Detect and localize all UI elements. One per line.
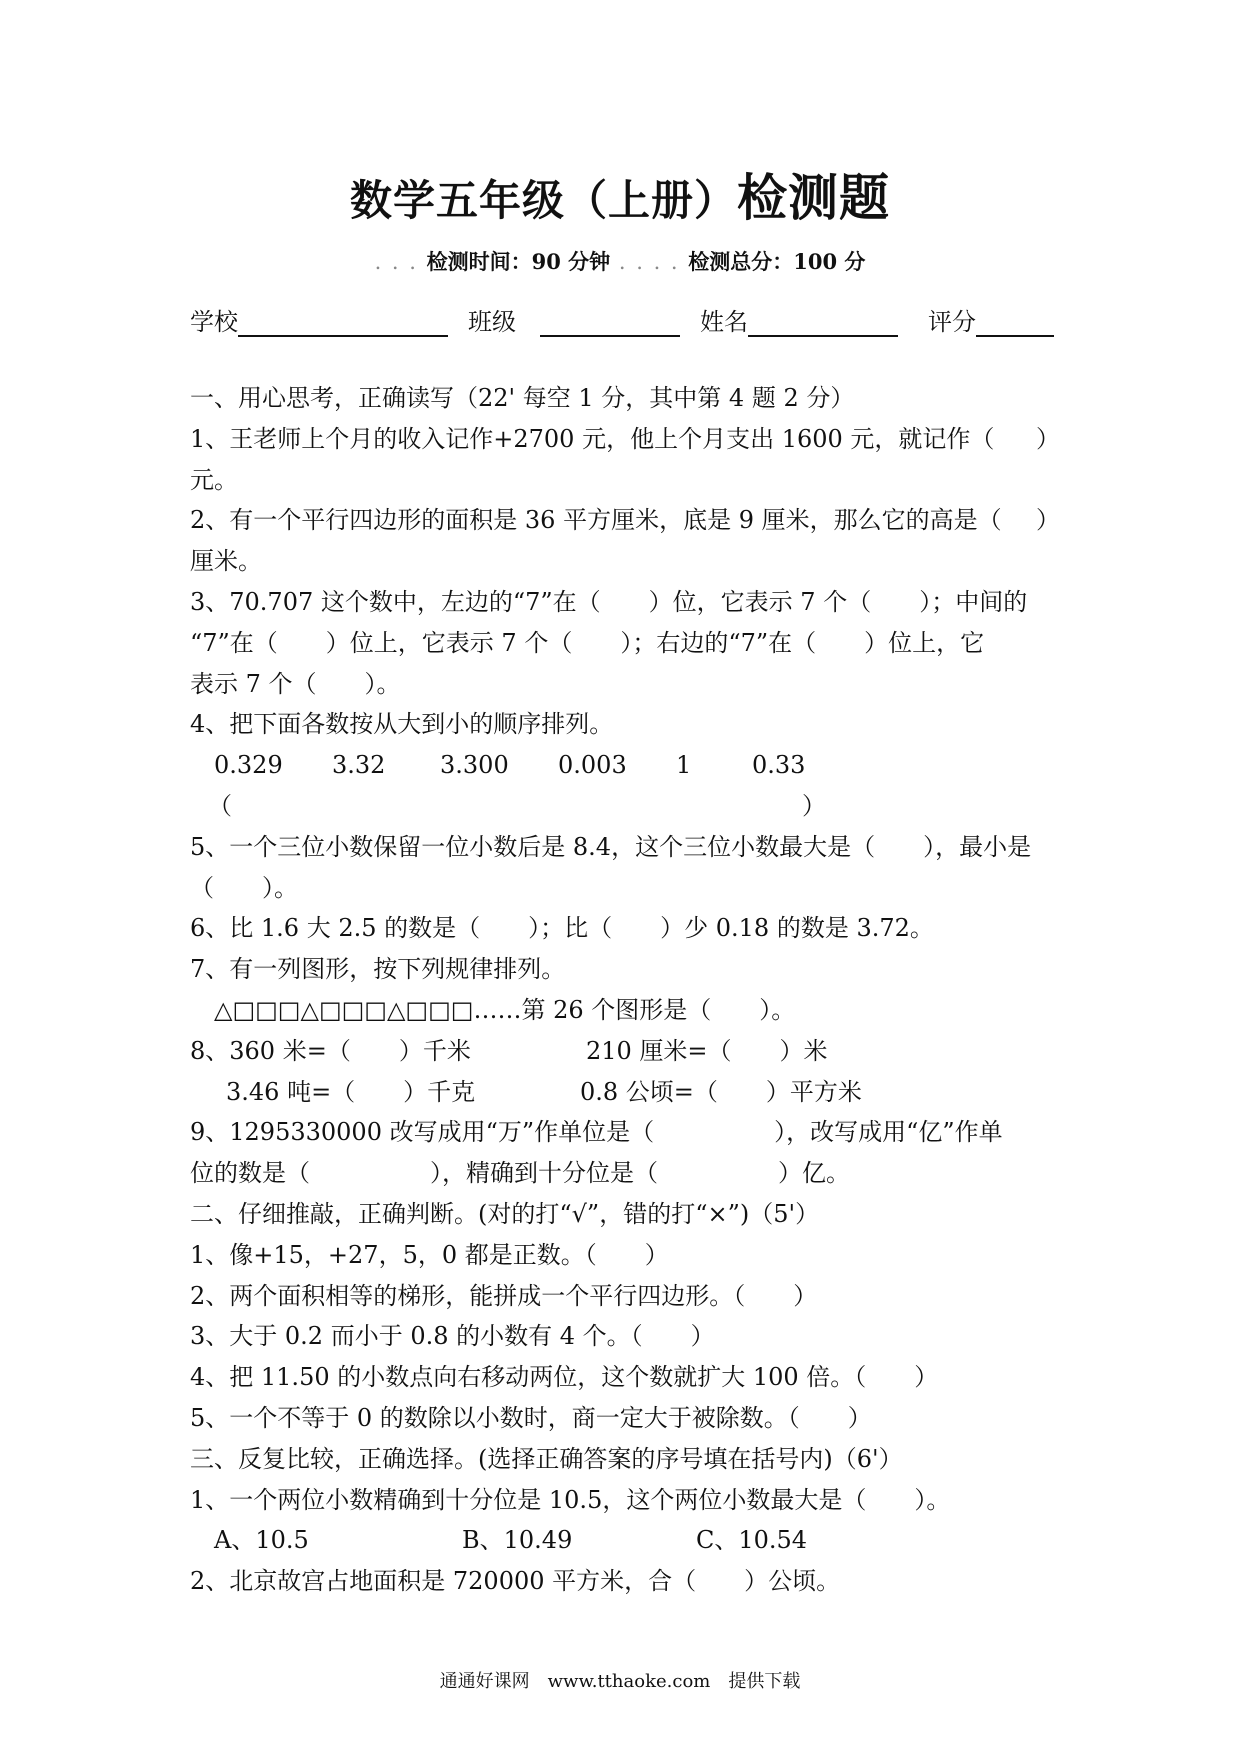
question-8-line1 bbox=[190, 1031, 1060, 1072]
exam-total-score: 检测总分：100 分 bbox=[688, 249, 866, 274]
conversion-item: 210 厘米=（ ）米 bbox=[586, 1036, 828, 1065]
conversion-item: 8、360 米=（ ）千米 bbox=[190, 1036, 471, 1065]
question-7-text: 7、有一列图形，按下列规律排列。 bbox=[190, 955, 566, 984]
name-label: 姓名 bbox=[700, 308, 748, 336]
school-field[interactable] bbox=[190, 302, 448, 337]
choice-question-2: 2、北京故宫占地面积是 720000 平方米，合（ ）公顷。 bbox=[190, 1567, 841, 1596]
number-item: 3.32 bbox=[332, 751, 386, 780]
question-9-line2: 位的数是（ ），精确到十分位是（ ）亿。 bbox=[190, 1159, 850, 1188]
number-item: 3.300 bbox=[440, 751, 509, 780]
question-6: 6、比 1.6 大 2.5 的数是（ ）；比（ ）少 0.18 的数是 3.72。 bbox=[190, 914, 934, 943]
conversion-item: 0.8 公顷=（ ）平方米 bbox=[580, 1077, 862, 1106]
question-2-line1 bbox=[190, 500, 1060, 541]
number-item: 1 bbox=[676, 751, 692, 780]
choice-option-b[interactable]: B、10.49 bbox=[462, 1526, 573, 1555]
question-2-text: 2、有一个平行四边形的面积是 36 平方厘米，底是 9 厘米，那么它的高是（ bbox=[190, 506, 1002, 535]
dotted-leader: . . . bbox=[374, 250, 427, 274]
title-emphasis: 检测题 bbox=[737, 168, 890, 227]
judgment-item: 3、大于 0.2 而小于 0.8 的小数有 4 个。（ ） bbox=[190, 1322, 715, 1351]
question-5-line1: 5、一个三位小数保留一位小数后是 8.4，这个三位小数最大是（ ），最小是 bbox=[190, 832, 1032, 861]
exam-content bbox=[190, 378, 1060, 1602]
section3-heading: 三、反复比较，正确选择。(选择正确答案的序号填在括号内)（6'） bbox=[190, 1444, 903, 1473]
answer-paren-close: ） bbox=[802, 791, 826, 820]
choice-option-a[interactable]: A、10.5 bbox=[214, 1526, 309, 1555]
question-1-text: 1、王老师上个月的收入记作+2700 元，他上个月支出 1600 元，就记作（ bbox=[190, 424, 995, 453]
title-main: 数学五年级（上册） bbox=[349, 176, 737, 225]
exam-subtitle bbox=[0, 246, 1240, 276]
question-5-line2: （ ）。 bbox=[190, 873, 298, 902]
question-9-line1: 9、1295330000 改写成用“万”作单位是（ ），改写成用“亿”作单 bbox=[190, 1118, 1003, 1147]
name-blank bbox=[748, 311, 898, 337]
dotted-leader: . . . . bbox=[610, 250, 689, 274]
class-blank bbox=[540, 311, 680, 337]
number-item: 0.33 bbox=[752, 751, 806, 780]
question-7-pattern: △□□□△□□□△□□□……第 26 个图形是（ ）。 bbox=[214, 995, 796, 1024]
question-3-line1: 3、70.707 这个数中，左边的“7”在（ ）位，它表示 7 个（ ）；中间的 bbox=[190, 587, 1028, 616]
number-item: 0.329 bbox=[214, 751, 283, 780]
choice-question-1: 1、一个两位小数精确到十分位是 10.5，这个两位小数最大是（ ）。 bbox=[190, 1485, 951, 1514]
page-title bbox=[0, 158, 1240, 230]
exam-time: 检测时间：90 分钟 bbox=[426, 249, 611, 274]
question-1-line1 bbox=[190, 419, 1060, 460]
school-label: 学校 bbox=[190, 308, 238, 336]
class-field[interactable] bbox=[468, 302, 680, 337]
answer-paren: ） bbox=[1036, 424, 1060, 453]
question-8-line2 bbox=[190, 1072, 1060, 1113]
judgment-item: 4、把 11.50 的小数点向右移动两位，这个数就扩大 100 倍。（ ） bbox=[190, 1363, 939, 1392]
question-3-line3: 表示 7 个（ ）。 bbox=[190, 669, 401, 698]
answer-paren-open: （ bbox=[208, 791, 232, 820]
class-label: 班级 bbox=[468, 308, 516, 336]
section1-heading: 一、用心思考，正确读写（22' 每空 1 分，其中第 4 题 2 分） bbox=[190, 384, 855, 412]
judgment-item: 1、像+15，+27，5，0 都是正数。（ ） bbox=[190, 1240, 669, 1269]
choice-options bbox=[190, 1520, 1060, 1561]
score-field[interactable] bbox=[928, 302, 1054, 337]
section2-heading: 二、仔细推敲，正确判断。(对的打“√”，错的打“×”)（5'） bbox=[190, 1199, 820, 1228]
question-4-numbers bbox=[190, 745, 1060, 786]
conversion-item: 3.46 吨=（ ）千克 bbox=[226, 1077, 476, 1106]
question-3-line2: “7”在（ ）位上，它表示 7 个（ ）；右边的“7”在（ ）位上，它 bbox=[190, 628, 985, 657]
question-4-text: 4、把下面各数按从大到小的顺序排列。 bbox=[190, 710, 614, 739]
question-1-line2: 元。 bbox=[190, 465, 238, 494]
question-2-line2: 厘米。 bbox=[190, 547, 262, 576]
answer-paren: ） bbox=[1036, 506, 1060, 535]
page-footer: 通通好课网 www.tthaoke.com 提供下载 bbox=[439, 1671, 801, 1692]
score-label: 评分 bbox=[928, 308, 976, 336]
question-4-answer[interactable] bbox=[190, 786, 1060, 827]
judgment-item: 2、两个面积相等的梯形，能拼成一个平行四边形。（ ） bbox=[190, 1281, 818, 1310]
choice-option-c[interactable]: C、10.54 bbox=[696, 1526, 808, 1555]
school-blank bbox=[238, 311, 448, 337]
judgment-item: 5、一个不等于 0 的数除以小数时，商一定大于被除数。（ ） bbox=[190, 1403, 872, 1432]
name-field[interactable] bbox=[700, 302, 898, 337]
score-blank bbox=[976, 311, 1054, 337]
number-item: 0.003 bbox=[558, 751, 627, 780]
